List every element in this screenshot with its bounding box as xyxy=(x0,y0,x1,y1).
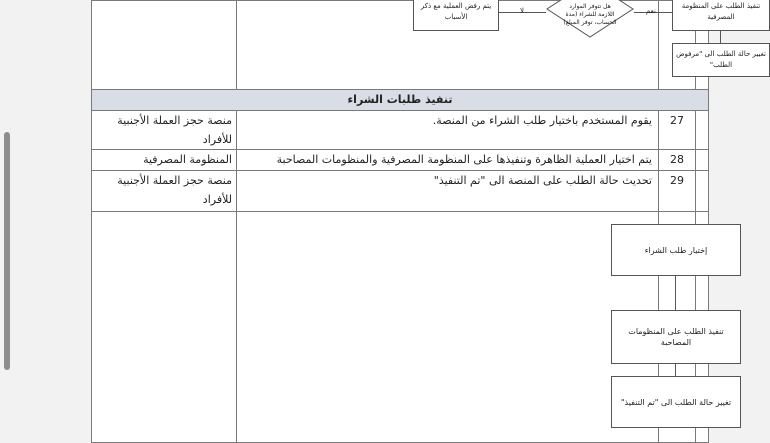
status-executed-box xyxy=(611,376,741,428)
down-arrow-line xyxy=(720,31,721,43)
step-number: 29 xyxy=(659,171,696,212)
reject-box xyxy=(413,0,499,31)
table-row xyxy=(92,171,709,212)
top-diagram-row xyxy=(92,1,709,90)
bottom-diagram-row xyxy=(92,212,709,443)
yes-label: نعم xyxy=(646,7,656,15)
select-order-box xyxy=(611,224,741,276)
edge-cell xyxy=(696,111,709,150)
step-number: 27 xyxy=(659,111,696,150)
decision-label: هل تتوفر الموارد اللازمة للشراء (مدة الحساب، توفر المبلغ) xyxy=(563,3,617,26)
flow-arrow-1 xyxy=(675,276,676,310)
execute-box xyxy=(672,0,770,31)
description-cell: يقوم المستخدم باختيار طلب الشراء من المنصة. xyxy=(237,111,659,150)
responsible-cell xyxy=(92,212,237,443)
responsible-cell: منصة حجز العملة الأجنبية للأفراد xyxy=(92,111,237,150)
no-label: لا xyxy=(520,7,524,15)
responsible-cell xyxy=(92,1,237,90)
responsible-cell: منصة حجز العملة الأجنبية للأفراد xyxy=(92,171,237,212)
responsible-cell: المنظومة المصرفية xyxy=(92,150,237,171)
description-cell: يتم اختيار العملية الظاهرة وتنفيذها على المنظومة المصرفية والمنظومات المصاحبة xyxy=(237,150,659,171)
table-row xyxy=(92,150,709,171)
edge-cell xyxy=(696,171,709,212)
execute-order-label: تنفيذ الطلب على المنظومات المصاحبة xyxy=(628,327,724,347)
execute-order-box xyxy=(611,310,741,364)
status-rejected-box-label: تغيير حالة الطلب الى "مرفوض الطلب" xyxy=(676,50,766,69)
section-title: تنفيذ طلبات الشراء xyxy=(92,90,709,111)
flow-arrow-2 xyxy=(675,364,676,376)
procedure-table xyxy=(91,0,766,443)
reject-box-label: يتم رفض العملية مع ذكر الأسباب xyxy=(420,2,492,21)
status-executed-label: تغيير حالة الطلب الى "تم التنفيذ" xyxy=(620,397,732,407)
execute-box-label: تنفيذ الطلب على المنظومة المصرفية xyxy=(681,2,761,21)
section-header-row xyxy=(92,90,709,111)
top-flowchart xyxy=(237,1,766,90)
table-row xyxy=(92,111,709,150)
select-order-label: إختيار طلب الشراء xyxy=(644,245,708,255)
bottom-flowchart xyxy=(237,212,732,443)
status-rejected-box xyxy=(672,43,770,77)
description-cell: تحديث حالة الطلب على المنصة الى "تم التنفيذ" xyxy=(237,171,659,212)
edge-cell xyxy=(696,150,709,171)
step-number: 28 xyxy=(659,150,696,171)
